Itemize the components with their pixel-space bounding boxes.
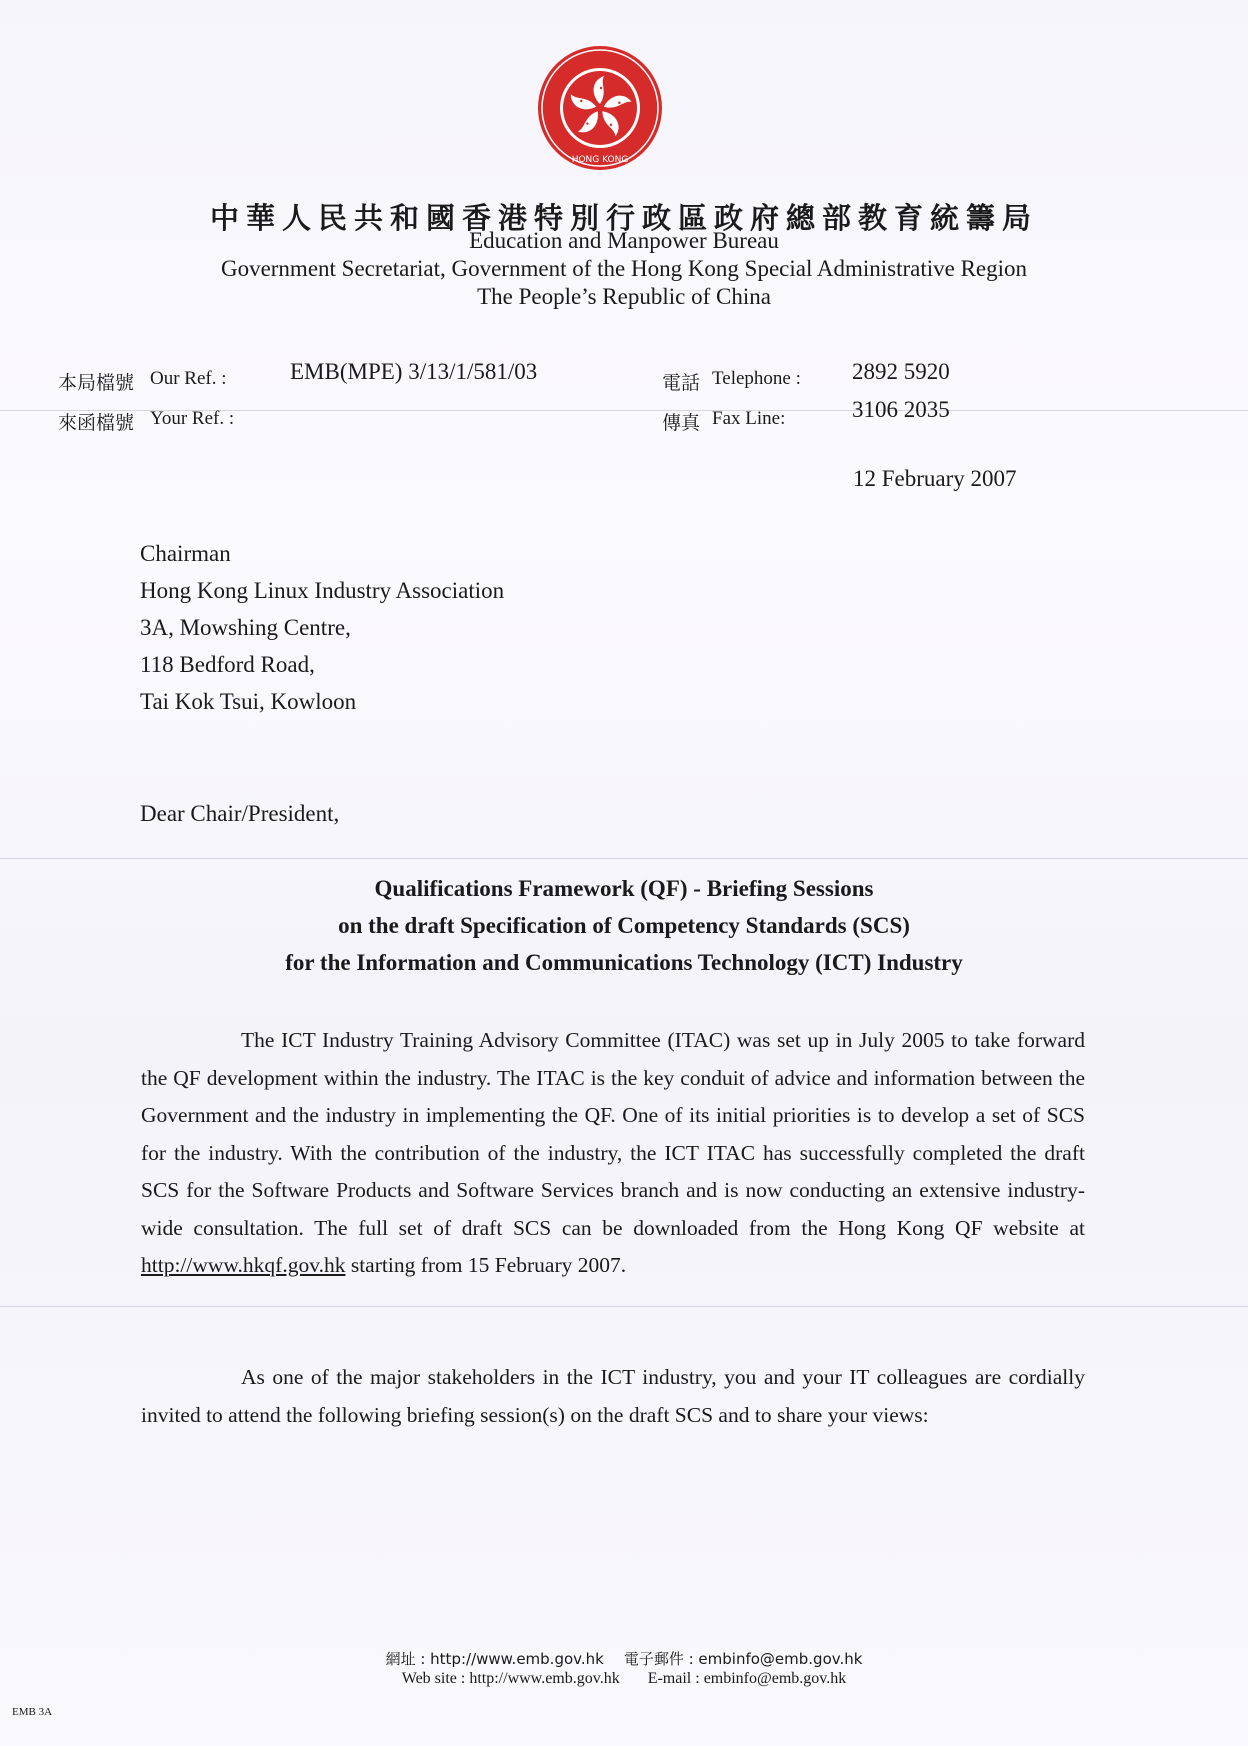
paragraph-text: starting from 15 February 2007. bbox=[345, 1253, 627, 1277]
our-ref-label: Our Ref. : bbox=[150, 368, 227, 389]
footer-email-en: E-mail : embinfo@emb.gov.hk bbox=[647, 1670, 847, 1687]
recipient-title: Chairman bbox=[140, 541, 231, 566]
country-line: The People’s Republic of China bbox=[477, 284, 771, 309]
footer-english-line bbox=[0, 1670, 1248, 1688]
recipient-organization: Hong Kong Linux Industry Association bbox=[140, 578, 505, 603]
telephone-label: Telephone : bbox=[712, 368, 801, 389]
paper-fold-line bbox=[0, 1306, 1248, 1307]
subject-line: on the draft Specification of Competency Standards (SCS) bbox=[338, 913, 910, 938]
fax-label: Fax Line: bbox=[712, 408, 786, 429]
your-ref-chinese-label: 來函檔號 bbox=[58, 412, 135, 434]
recipient-address-line: 3A, Mowshing Centre, bbox=[140, 615, 351, 640]
subject-line: Qualifications Framework (QF) - Briefing Sessions bbox=[374, 876, 874, 901]
recipient-address-line: 118 Bedford Road, bbox=[140, 652, 315, 677]
body-paragraph-2 bbox=[141, 1359, 1085, 1434]
bureau-name: Education and Manpower Bureau bbox=[469, 228, 779, 253]
footer-web-cn: 網址 : http://www.emb.gov.hk bbox=[385, 1650, 604, 1668]
footer-email-cn: 電子郵件 : embinfo@emb.gov.hk bbox=[623, 1650, 863, 1668]
secretariat-line: Government Secretariat, Government of the Hong Kong Special Administrative Region bbox=[220, 256, 1028, 281]
emblem-label: HONG KONG bbox=[571, 155, 629, 165]
salutation: Dear Chair/President, bbox=[140, 801, 340, 826]
form-number: EMB 3A bbox=[12, 1706, 53, 1718]
telephone-value: 2892 5920 bbox=[852, 359, 950, 384]
letter-date: 12 February 2007 bbox=[853, 466, 1017, 491]
footer-web-en: Web site : http://www.emb.gov.hk bbox=[401, 1670, 620, 1687]
your-ref-label: Your Ref. : bbox=[150, 408, 235, 429]
qf-website-link[interactable]: http://www.hkqf.gov.hk bbox=[141, 1253, 346, 1277]
bureau-chinese-name: 中華人民共和國香港特別行政區政府總部教育統籌局 bbox=[209, 201, 1038, 235]
our-ref-value: EMB(MPE) 3/13/1/581/03 bbox=[290, 359, 538, 384]
hong-kong-emblem-icon bbox=[536, 44, 664, 172]
paragraph-text: The ICT Industry Training Advisory Committee (ITAC) was set up in July 2005 to take forward the QF development within the industry. The ITAC is the key conduit of advice and information between the Government and the industry in implementing the QF. One of its initial priorities is to develop a set of SCS for the industry. With the contribution of the industry, the ICT ITAC has successfully completed the draft SCS for the Software Products and Software Services branch and is now conducting an extensive industry-wide consultation. The full set of draft SCS can be downloaded from the Hong Kong QF website at bbox=[141, 1028, 1085, 1240]
paper-fold-line bbox=[0, 858, 1248, 859]
our-ref-chinese-label: 本局檔號 bbox=[58, 372, 135, 394]
footer-chinese-line bbox=[0, 1648, 1248, 1669]
recipient-address-line: Tai Kok Tsui, Kowloon bbox=[140, 689, 357, 714]
subject-line: for the Information and Communications Technology (ICT) Industry bbox=[285, 950, 963, 975]
telephone-chinese-label: 電話 bbox=[662, 372, 701, 394]
fax-chinese-label: 傳真 bbox=[662, 412, 701, 434]
fax-value: 3106 2035 bbox=[852, 397, 950, 422]
body-paragraph-1 bbox=[141, 1022, 1085, 1285]
paragraph-text: As one of the major stakeholders in the ICT industry, you and your IT colleagues are cordially invited to attend the following briefing session(s) on the draft SCS and to share your views: bbox=[141, 1365, 1085, 1427]
